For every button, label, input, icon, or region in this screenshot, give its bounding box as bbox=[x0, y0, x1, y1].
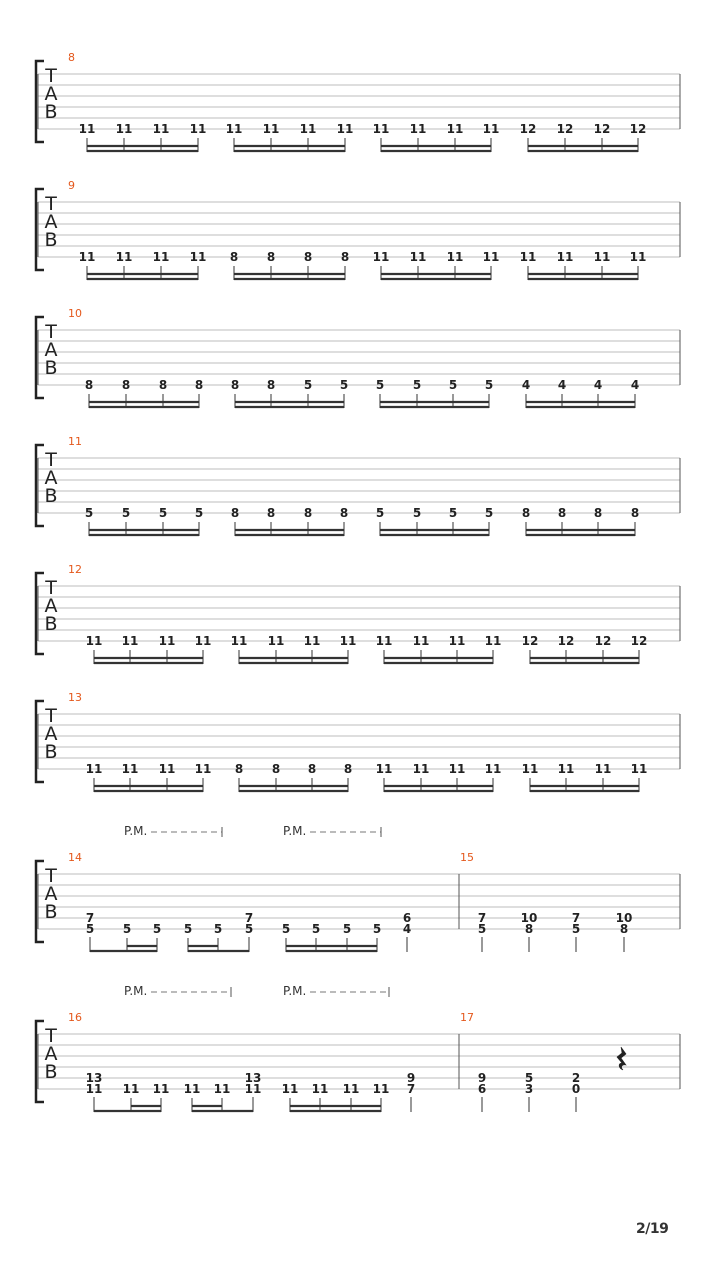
tab-clef-letter: A bbox=[44, 467, 58, 489]
tab-clef-letter: A bbox=[44, 83, 58, 105]
fret-number: 5 bbox=[244, 922, 254, 936]
fret-number: 4 bbox=[402, 922, 412, 936]
fret-number: 10 bbox=[520, 911, 538, 925]
fret-number: 11 bbox=[121, 634, 139, 648]
fret-number: 11 bbox=[152, 250, 170, 264]
fret-number: 7 bbox=[406, 1082, 416, 1096]
fret-number: 11 bbox=[115, 250, 133, 264]
fret-number: 8 bbox=[266, 378, 276, 392]
tab-clef-letter: A bbox=[44, 595, 58, 617]
fret-number: 9 bbox=[406, 1071, 416, 1085]
fret-number: 5 bbox=[194, 506, 204, 520]
fret-number: 12 bbox=[556, 122, 574, 136]
fret-number: 11 bbox=[630, 762, 648, 776]
fret-number: 7 bbox=[85, 911, 95, 925]
tab-clef-letter: A bbox=[44, 211, 58, 233]
measure-number: 16 bbox=[68, 1011, 82, 1024]
fret-number: 5 bbox=[524, 1071, 534, 1085]
fret-number: 11 bbox=[446, 250, 464, 264]
fret-number: 6 bbox=[402, 911, 412, 925]
fret-number: 8 bbox=[593, 506, 603, 520]
tab-clef-letter: B bbox=[44, 485, 58, 507]
fret-number: 5 bbox=[213, 922, 223, 936]
fret-number: 11 bbox=[281, 1082, 299, 1096]
fret-number: 5 bbox=[85, 922, 95, 936]
measure-number: 12 bbox=[68, 563, 82, 576]
tab-clef-letter: B bbox=[44, 229, 58, 251]
fret-number: 11 bbox=[556, 250, 574, 264]
fret-number: 8 bbox=[230, 506, 240, 520]
tab-clef-letter: T bbox=[45, 577, 57, 599]
fret-number: 11 bbox=[482, 122, 500, 136]
fret-number: 11 bbox=[593, 250, 611, 264]
fret-number: 11 bbox=[194, 634, 212, 648]
fret-number: 11 bbox=[629, 250, 647, 264]
tab-clef-letter: T bbox=[45, 193, 57, 215]
fret-number: 8 bbox=[303, 250, 313, 264]
fret-number: 11 bbox=[339, 634, 357, 648]
tab-clef-letter: B bbox=[44, 1061, 58, 1083]
fret-number: 5 bbox=[281, 922, 291, 936]
fret-number: 11 bbox=[311, 1082, 329, 1096]
fret-number: 11 bbox=[78, 250, 96, 264]
measure-number: 14 bbox=[68, 851, 82, 864]
measure-number: 11 bbox=[68, 435, 82, 448]
fret-number: 11 bbox=[213, 1082, 231, 1096]
fret-number: 12 bbox=[521, 634, 539, 648]
tab-clef-letter: T bbox=[45, 321, 57, 343]
fret-number: 8 bbox=[121, 378, 131, 392]
fret-number: 8 bbox=[524, 922, 534, 936]
fret-number: 8 bbox=[84, 378, 94, 392]
fret-number: 11 bbox=[194, 762, 212, 776]
fret-number: 11 bbox=[484, 634, 502, 648]
fret-number: 8 bbox=[303, 506, 313, 520]
fret-number: 11 bbox=[372, 1082, 390, 1096]
tab-clef-letter: A bbox=[44, 883, 58, 905]
fret-number: 5 bbox=[122, 922, 132, 936]
fret-number: 13 bbox=[244, 1071, 262, 1085]
fret-number: 8 bbox=[630, 506, 640, 520]
fret-number: 2 bbox=[571, 1071, 581, 1085]
fret-number: 13 bbox=[85, 1071, 103, 1085]
fret-number: 5 bbox=[484, 506, 494, 520]
fret-number: 11 bbox=[519, 250, 537, 264]
fret-number: 11 bbox=[158, 762, 176, 776]
fret-number: 11 bbox=[85, 1082, 103, 1096]
fret-number: 5 bbox=[152, 922, 162, 936]
fret-number: 11 bbox=[594, 762, 612, 776]
tab-clef-letter: B bbox=[44, 613, 58, 635]
system-bracket bbox=[36, 861, 44, 942]
system-bracket bbox=[36, 1021, 44, 1102]
fret-number: 11 bbox=[115, 122, 133, 136]
fret-number: 5 bbox=[484, 378, 494, 392]
fret-number: 4 bbox=[593, 378, 603, 392]
fret-number: 8 bbox=[266, 506, 276, 520]
fret-number: 8 bbox=[307, 762, 317, 776]
measure-number: 9 bbox=[68, 179, 75, 192]
palm-mute-label: P.M. bbox=[124, 984, 148, 998]
system-bracket bbox=[36, 61, 44, 142]
fret-number: 5 bbox=[303, 378, 313, 392]
fret-number: 12 bbox=[629, 122, 647, 136]
fret-number: 0 bbox=[571, 1082, 581, 1096]
system-bracket bbox=[36, 189, 44, 270]
tab-clef-letter: B bbox=[44, 357, 58, 379]
fret-number: 11 bbox=[409, 250, 427, 264]
fret-number: 4 bbox=[630, 378, 640, 392]
fret-number: 11 bbox=[375, 762, 393, 776]
system-bracket bbox=[36, 445, 44, 526]
fret-number: 11 bbox=[342, 1082, 360, 1096]
fret-number: 12 bbox=[594, 634, 612, 648]
fret-number: 11 bbox=[189, 250, 207, 264]
fret-number: 9 bbox=[477, 1071, 487, 1085]
palm-mute-label: P.M. bbox=[283, 984, 307, 998]
fret-number: 12 bbox=[519, 122, 537, 136]
fret-number: 5 bbox=[375, 506, 385, 520]
fret-number: 5 bbox=[412, 378, 422, 392]
fret-number: 5 bbox=[375, 378, 385, 392]
fret-number: 11 bbox=[303, 634, 321, 648]
fret-number: 12 bbox=[630, 634, 648, 648]
fret-number: 8 bbox=[229, 250, 239, 264]
fret-number: 7 bbox=[244, 911, 254, 925]
fret-number: 11 bbox=[412, 762, 430, 776]
measure-number: 17 bbox=[460, 1011, 474, 1024]
fret-number: 6 bbox=[477, 1082, 487, 1096]
fret-number: 11 bbox=[448, 634, 466, 648]
fret-number: 4 bbox=[521, 378, 531, 392]
fret-number: 3 bbox=[524, 1082, 534, 1096]
fret-number: 12 bbox=[557, 634, 575, 648]
fret-number: 5 bbox=[311, 922, 321, 936]
fret-number: 11 bbox=[78, 122, 96, 136]
fret-number: 11 bbox=[484, 762, 502, 776]
fret-number: 11 bbox=[230, 634, 248, 648]
fret-number: 11 bbox=[225, 122, 243, 136]
fret-number: 11 bbox=[122, 1082, 140, 1096]
fret-number: 11 bbox=[482, 250, 500, 264]
fret-number: 8 bbox=[619, 922, 629, 936]
palm-mute-label: P.M. bbox=[283, 824, 307, 838]
fret-number: 11 bbox=[372, 250, 390, 264]
fret-number: 11 bbox=[121, 762, 139, 776]
measure-number: 13 bbox=[68, 691, 82, 704]
tab-clef-letter: T bbox=[45, 865, 57, 887]
fret-number: 8 bbox=[234, 762, 244, 776]
fret-number: 5 bbox=[158, 506, 168, 520]
fret-number: 11 bbox=[412, 634, 430, 648]
fret-number: 8 bbox=[343, 762, 353, 776]
tab-clef-letter: A bbox=[44, 339, 58, 361]
fret-number: 5 bbox=[183, 922, 193, 936]
tab-clef-letter: B bbox=[44, 741, 58, 763]
system-bracket bbox=[36, 317, 44, 398]
fret-number: 5 bbox=[372, 922, 382, 936]
tab-clef-letter: A bbox=[44, 1043, 58, 1065]
tab-clef-letter: A bbox=[44, 723, 58, 745]
fret-number: 11 bbox=[85, 762, 103, 776]
fret-number: 8 bbox=[194, 378, 204, 392]
fret-number: 5 bbox=[342, 922, 352, 936]
fret-number: 11 bbox=[409, 122, 427, 136]
tab-clef-letter: T bbox=[45, 705, 57, 727]
fret-number: 5 bbox=[339, 378, 349, 392]
fret-number: 11 bbox=[262, 122, 280, 136]
tab-clef-letter: T bbox=[45, 65, 57, 87]
palm-mute-label: P.M. bbox=[124, 824, 148, 838]
fret-number: 11 bbox=[158, 634, 176, 648]
fret-number: 11 bbox=[446, 122, 464, 136]
fret-number: 11 bbox=[267, 634, 285, 648]
fret-number: 11 bbox=[557, 762, 575, 776]
fret-number: 8 bbox=[557, 506, 567, 520]
tab-clef-letter: B bbox=[44, 101, 58, 123]
fret-number: 8 bbox=[340, 250, 350, 264]
measure-number: 8 bbox=[68, 51, 75, 64]
fret-number: 11 bbox=[189, 122, 207, 136]
fret-number: 11 bbox=[183, 1082, 201, 1096]
system-bracket bbox=[36, 701, 44, 782]
page-number: 2/19 bbox=[636, 1221, 669, 1237]
measure-number: 15 bbox=[460, 851, 474, 864]
tab-clef-letter: T bbox=[45, 449, 57, 471]
fret-number: 5 bbox=[448, 378, 458, 392]
fret-number: 5 bbox=[448, 506, 458, 520]
fret-number: 11 bbox=[299, 122, 317, 136]
fret-number: 10 bbox=[615, 911, 633, 925]
fret-number: 8 bbox=[230, 378, 240, 392]
fret-number: 12 bbox=[593, 122, 611, 136]
fret-number: 11 bbox=[372, 122, 390, 136]
fret-number: 8 bbox=[271, 762, 281, 776]
fret-number: 5 bbox=[412, 506, 422, 520]
fret-number: 5 bbox=[84, 506, 94, 520]
fret-number: 11 bbox=[448, 762, 466, 776]
fret-number: 11 bbox=[85, 634, 103, 648]
system-bracket bbox=[36, 573, 44, 654]
fret-number: 8 bbox=[339, 506, 349, 520]
fret-number: 11 bbox=[244, 1082, 262, 1096]
fret-number: 11 bbox=[521, 762, 539, 776]
fret-number: 8 bbox=[266, 250, 276, 264]
fret-number: 5 bbox=[571, 922, 581, 936]
fret-number: 7 bbox=[477, 911, 487, 925]
fret-number: 5 bbox=[121, 506, 131, 520]
fret-number: 4 bbox=[557, 378, 567, 392]
fret-number: 11 bbox=[152, 1082, 170, 1096]
fret-number: 11 bbox=[375, 634, 393, 648]
tab-clef-letter: T bbox=[45, 1025, 57, 1047]
tab-clef-letter: B bbox=[44, 901, 58, 923]
fret-number: 8 bbox=[158, 378, 168, 392]
fret-number: 8 bbox=[521, 506, 531, 520]
fret-number: 7 bbox=[571, 911, 581, 925]
measure-number: 10 bbox=[68, 307, 82, 320]
fret-number: 11 bbox=[336, 122, 354, 136]
fret-number: 5 bbox=[477, 922, 487, 936]
fret-number: 11 bbox=[152, 122, 170, 136]
